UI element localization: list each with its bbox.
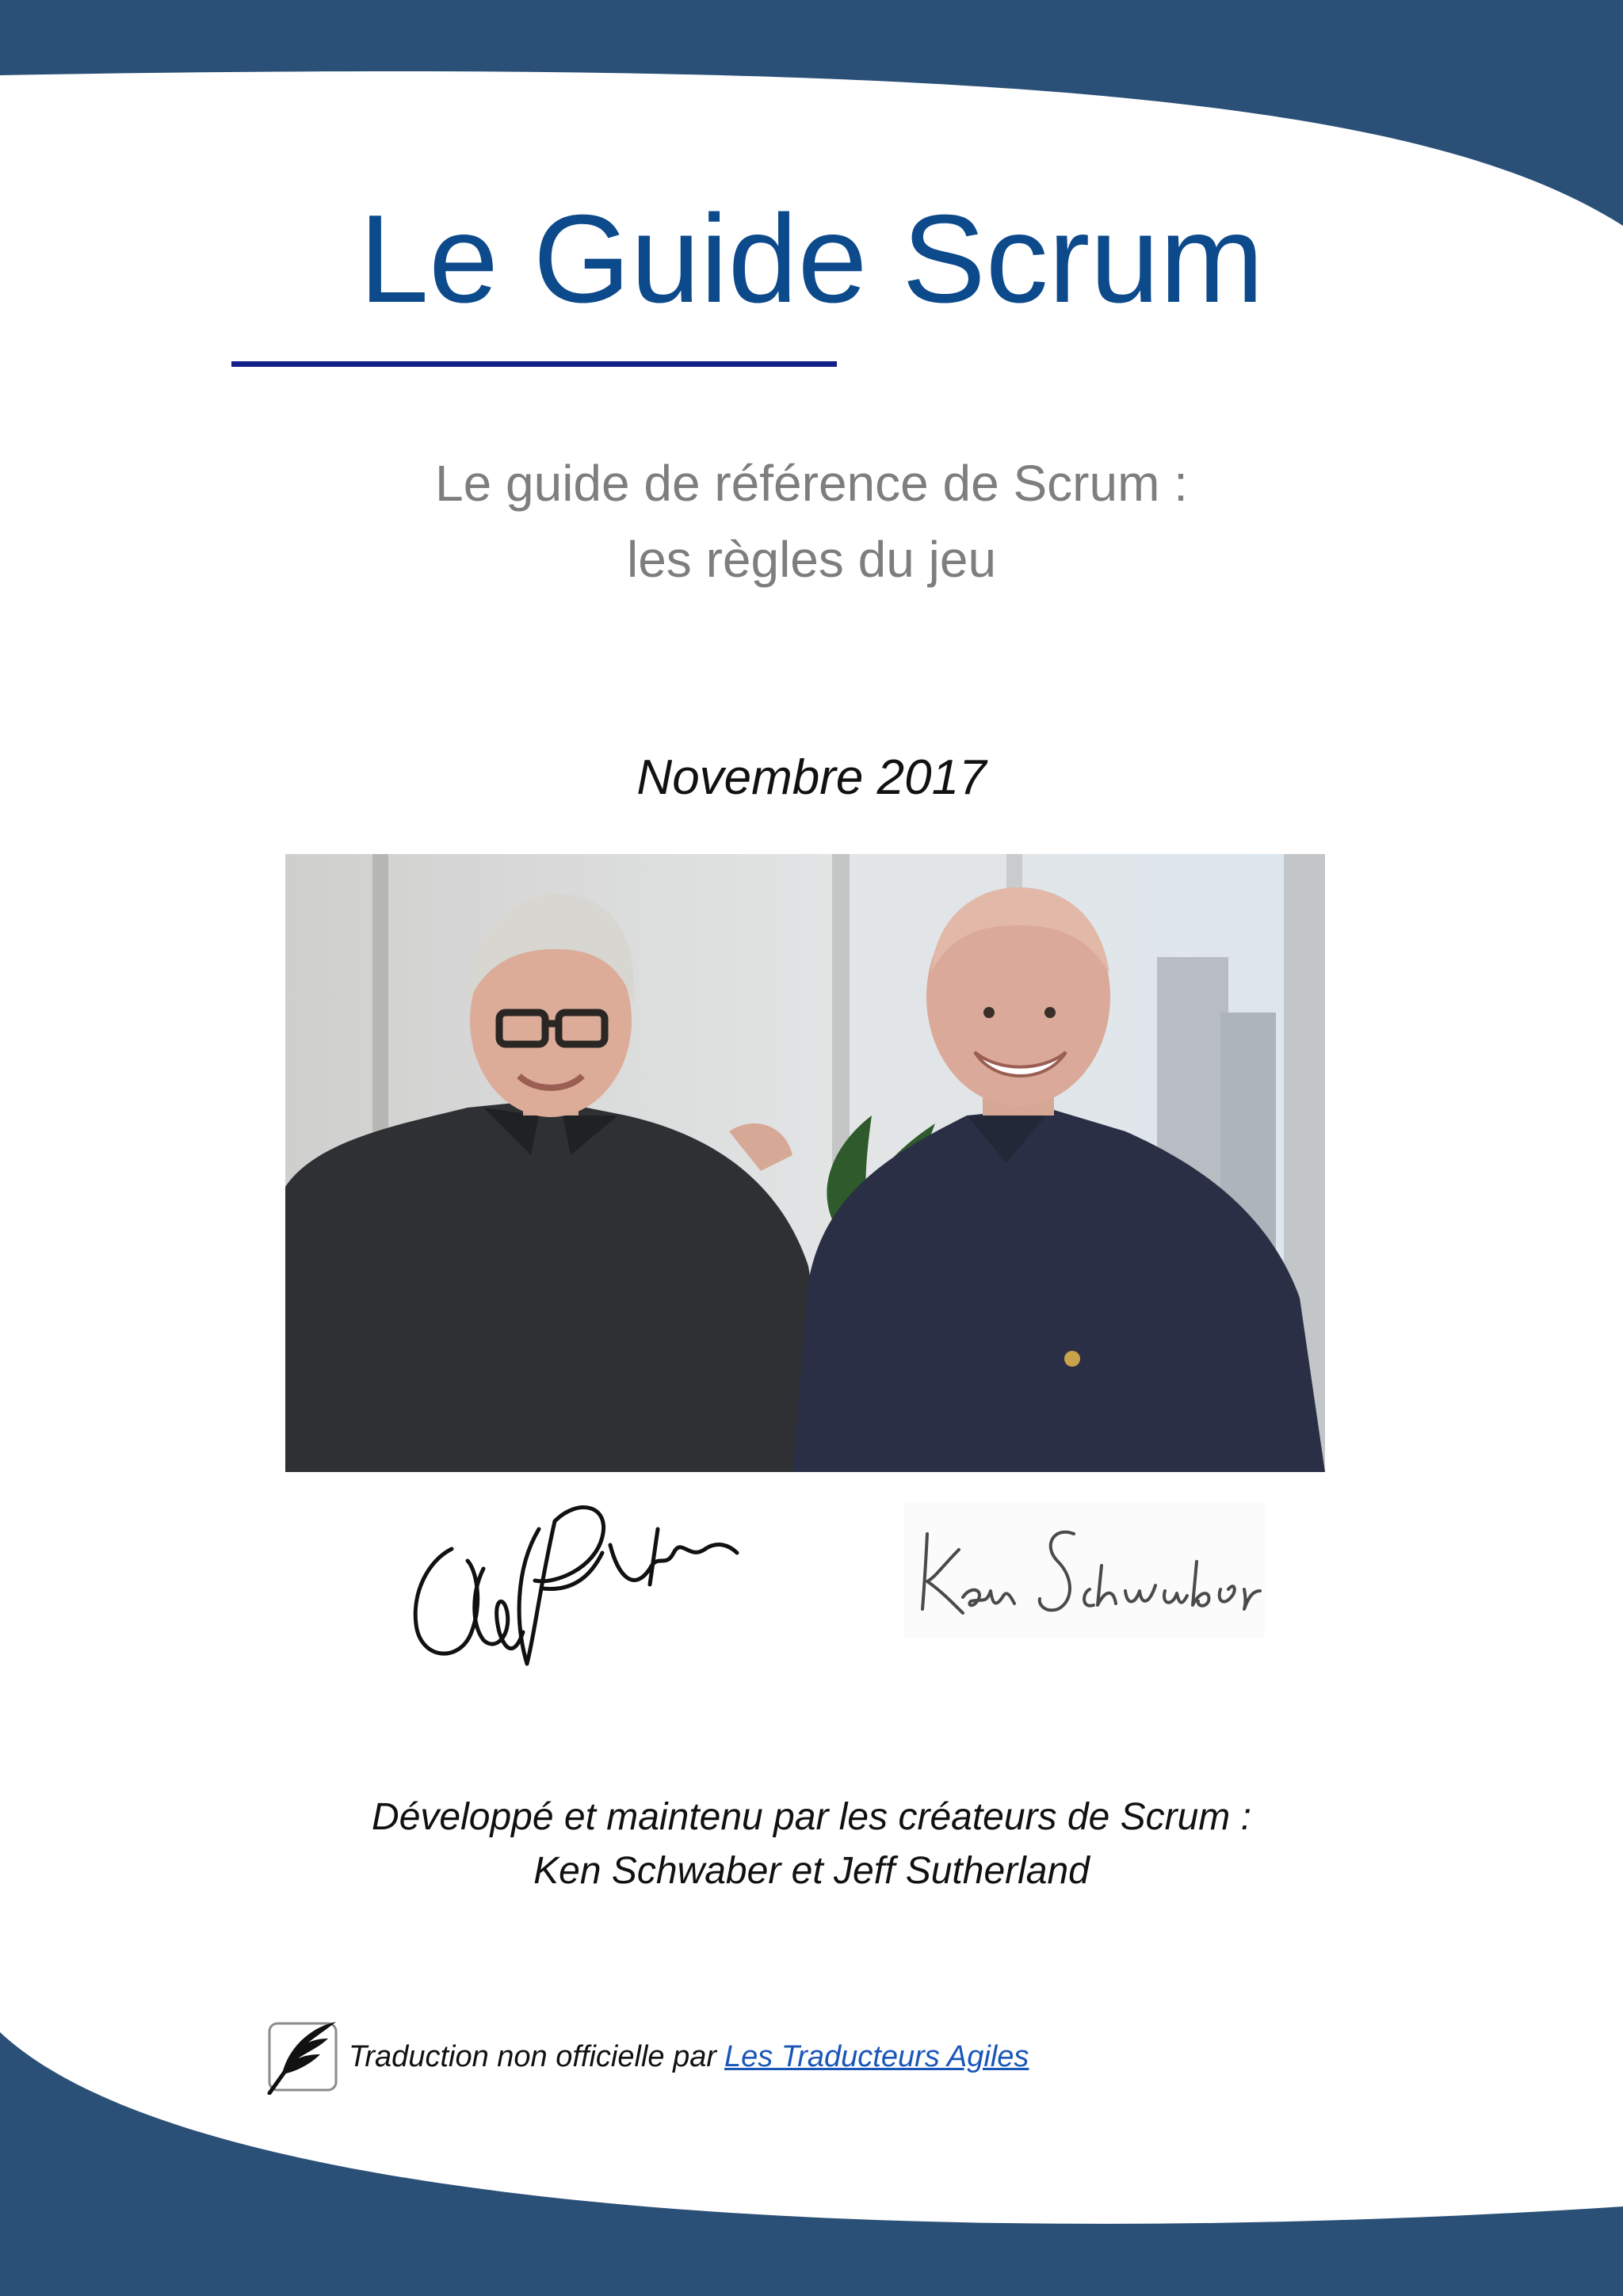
- subtitle-line-2: les règles du jeu: [626, 531, 997, 588]
- credits-line-2: Ken Schwaber et Jeff Sutherland: [533, 1850, 1090, 1892]
- quill-icon: [265, 2019, 341, 2095]
- translation-credit: [265, 2019, 1029, 2095]
- authors-photo: [285, 854, 1325, 1472]
- signature-ken-schwaber: [903, 1502, 1265, 1638]
- translation-prefix: Traduction non officielle par: [349, 2039, 716, 2073]
- document-title: Le Guide Scrum: [359, 189, 1264, 329]
- credits: [0, 1791, 1623, 1898]
- signature-jeff-sutherland: [396, 1474, 745, 1680]
- publication-date: Novembre 2017: [636, 750, 987, 805]
- subtitle-line-1: Le guide de référence de Scrum :: [435, 455, 1188, 512]
- title-underline: [231, 361, 837, 367]
- credits-line-1: Développé et maintenu par les créateurs de Scrum :: [372, 1796, 1251, 1838]
- document-subtitle: [0, 445, 1623, 597]
- translators-link[interactable]: Les Traducteurs Agiles: [724, 2039, 1029, 2073]
